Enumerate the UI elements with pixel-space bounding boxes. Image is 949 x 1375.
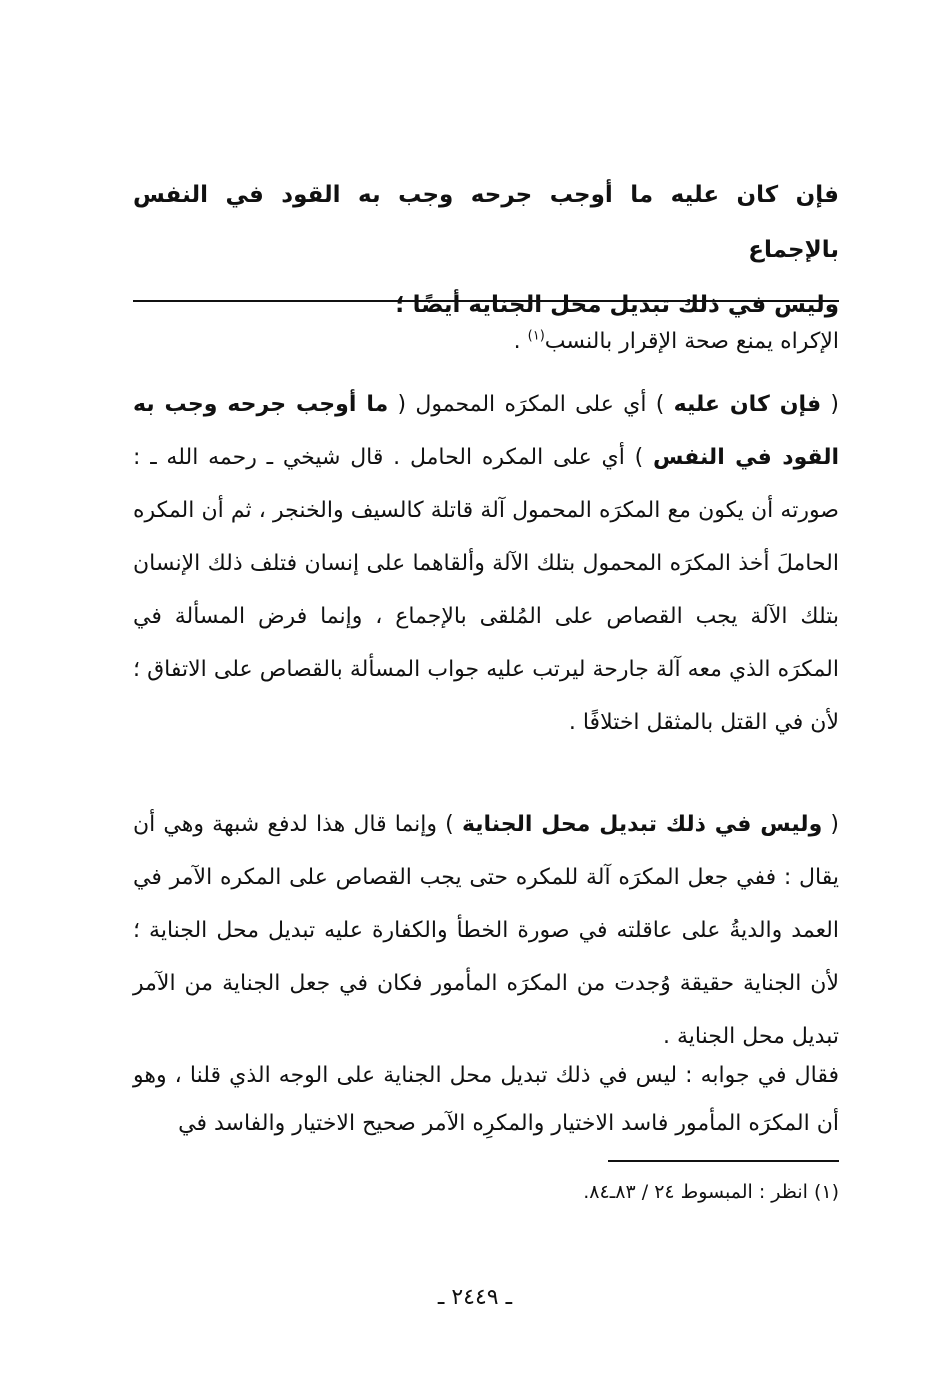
matn-line-1: فإن كان عليه ما أوجب جرحه وجب به القود في النفس بالإجماع xyxy=(133,182,839,263)
commentary-paragraph-3 xyxy=(133,798,839,1063)
p1-text: الإكراه يمنع صحة الإقرار بالنسب xyxy=(544,329,839,354)
p2-gloss-1: أي على المكرَه المحمول ( xyxy=(388,392,647,417)
p4-rest: : ليس في ذلك تبديل محل الجناية على الوجه الذي قلنا ، وهو أن المكرَه المأمور فاسد الاختيار والمكرِه الآمر صحيح الاختيار والفاسد في xyxy=(133,1063,839,1136)
commentary-paragraph-4 xyxy=(133,1052,839,1148)
p4-lead: فقال في جوابه xyxy=(700,1063,839,1088)
p2-quoted-matn-1: فإن كان عليه xyxy=(673,392,822,417)
p3-quoted-matn: وليس في ذلك تبديل محل الجناية xyxy=(461,812,823,837)
p2-open-paren: ( xyxy=(821,392,840,417)
matn-separator-rule xyxy=(133,300,839,302)
p3-rest: ) وإنما قال هذا لدفع شبهة وهي أن يقال : ففي جعل المكرَه آلة للمكره حتى يجب القصاص على المكره الآمر في العمد والديةُ على عاقلته في صورة الخطأ والكفارة عليه تبديل محل الجناية ؛ لأن الجناية حقيقة وُجدت من المكرَه المأمور فكان في جعل الجناية من الآمر تبديل محل الجناية . xyxy=(133,812,839,1049)
p2-rest: ) أي على المكره الحامل . قال شيخي ـ رحمه الله ـ : صورته أن يكون مع المكرَه المحمول آلة قاتلة كالسيف والخنجر ، ثم أن المكره الحاملَ أخذ المكرَه المحمول بتلك الآلة وألقاهما على إنسان فتلف ذلك الإنسان بتلك الآلة يجب القصاص على المُلقى بالإجماع ، وإنما فرض المسألة في المكرَه الذي معه آلة جارحة ليرتب عليه جواب المسألة بالقصاص على الاتفاق ؛ لأن في القتل بالمثقل اختلافًا . xyxy=(133,445,839,735)
p2-close-paren: ) xyxy=(646,392,674,417)
matn-text xyxy=(133,168,839,333)
p1-end: . xyxy=(513,329,528,354)
footnote: (١) انظر : المبسوط ٢٤ / ٨٣ـ٨٤. xyxy=(583,1181,839,1203)
commentary-paragraph-1 xyxy=(133,322,839,362)
p3-open-paren: ( xyxy=(822,812,839,837)
footnote-ref: (١) xyxy=(527,328,545,344)
commentary-paragraph-2 xyxy=(133,378,839,749)
matn-line-2: وليس في ذلك تبديل محل الجناية أيضًا ؛ xyxy=(395,292,839,318)
page-number: ـ ٢٤٤٩ ـ xyxy=(437,1285,513,1310)
footnote-separator-rule xyxy=(608,1160,839,1162)
p2-quoted-matn-2: ما أوجب جرحه وجب به القود في النفس xyxy=(133,392,839,470)
